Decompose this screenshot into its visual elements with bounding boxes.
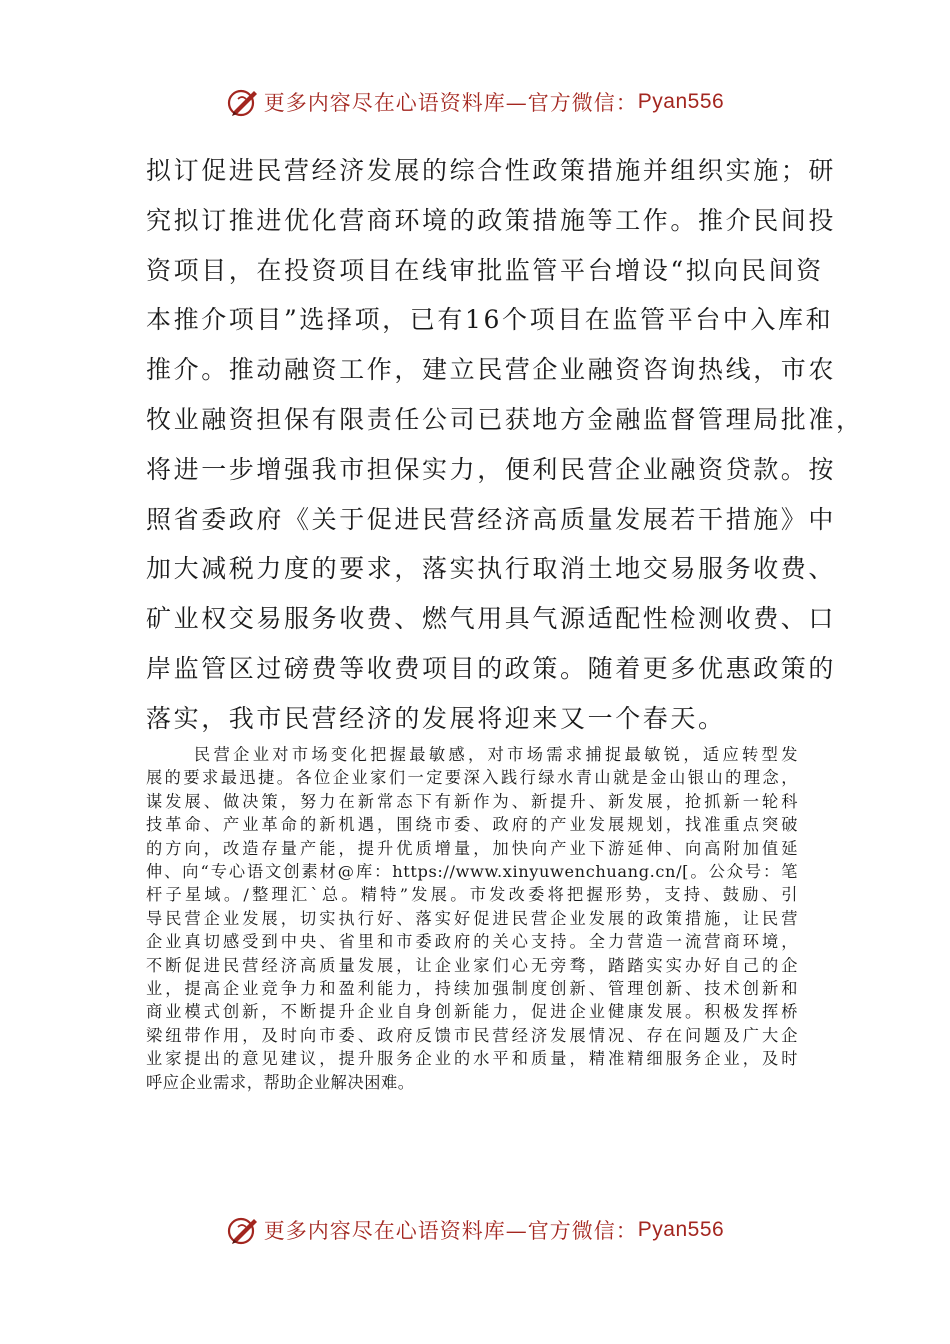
main-line: 牧业融资担保有限责任公司已获地方金融监督管理局批准， xyxy=(146,404,864,434)
header-banner xyxy=(0,82,950,122)
small-line: 梁纽带作用，及时向市委、政府反馈市民营经济发展情况、存在问题及广大企 xyxy=(146,1025,798,1045)
small-line: 的方向，改造存量产能，提升优质增量，加快向产业下游延伸、向高附加值延 xyxy=(146,838,798,858)
main-line: 本推介项目”选择项，已有16个项目在监管平台中入库和 xyxy=(146,305,834,335)
small-line: 杆子星域。/整理汇`总。精特”发展。市发改委将把握形势，支持、鼓励、引 xyxy=(146,885,798,905)
small-line: 商业模式创新，不断提升企业自身创新能力，促进企业健康发展。积极发挥桥 xyxy=(146,1002,798,1022)
small-line: 呼应企业需求，帮助企业解决困难。 xyxy=(146,1072,415,1092)
header-banner-wechat-id: Pyan556 xyxy=(637,90,725,113)
main-line: 岸监管区过磅费等收费项目的政策。随着更多优惠政策的 xyxy=(146,653,837,683)
footer-banner-text: 更多内容尽在心语资料库—官方微信： xyxy=(263,1219,638,1243)
main-line: 推介。推动融资工作，建立民营企业融资咨询热线，市农 xyxy=(146,355,837,385)
footer-banner-wechat-id: Pyan556 xyxy=(637,1218,725,1241)
pen-logo-icon xyxy=(226,1213,260,1247)
main-line: 矿业权交易服务收费、燃气用具气源适配性检测收费、口 xyxy=(146,604,837,634)
small-line: 业，提高企业竞争力和盈利能力，持续加强制度创新、管理创新、技术创新和 xyxy=(146,979,798,999)
pen-logo-icon xyxy=(226,85,260,119)
small-line: 不断促进民营经济高质量发展，让企业家们心无旁骛，踏踏实实办好自己的企 xyxy=(146,955,798,975)
main-line: 照省委政府《关于促进民营经济高质量发展若干措施》中 xyxy=(146,504,837,534)
secondary-paragraph xyxy=(146,743,806,1094)
footer-banner xyxy=(0,1210,950,1250)
main-line: 落实，我市民营经济的发展将迎来又一个春天。 xyxy=(146,703,726,733)
main-line: 究拟订推进优化营商环境的政策措施等工作。推介民间投 xyxy=(146,205,837,235)
header-banner-text: 更多内容尽在心语资料库—官方微信： xyxy=(263,91,638,115)
small-line: 谋发展、做决策，努力在新常态下有新作为、新提升、新发展，抢抓新一轮科 xyxy=(146,791,798,811)
small-line: 伸、向“专心语文创素材@库：https://www.xinyuwenchuang.cn/[。公众号：笔 xyxy=(146,862,798,882)
main-line: 将进一步增强我市担保实力，便利民营企业融资贷款。按 xyxy=(146,454,837,484)
small-line: 导民营企业发展，切实执行好、落实好促进民营企业发展的政策措施，让民营 xyxy=(146,908,798,928)
small-line: 展的要求最迅捷。各位企业家们一定要深入践行绿水青山就是金山银山的理念， xyxy=(146,768,798,788)
small-line: 技革命、产业革命的新机遇，围绕市委、政府的产业发展规划，找准重点突破 xyxy=(146,815,798,835)
small-line: 企业真切感受到中央、省里和市委政府的关心支持。全力营造一流营商环境， xyxy=(146,932,798,952)
main-paragraph xyxy=(146,146,864,744)
main-line: 加大减税力度的要求，落实执行取消土地交易服务收费、 xyxy=(146,554,837,584)
small-line: 业家提出的意见建议，提升服务企业的水平和质量，精准精细服务企业，及时 xyxy=(146,1049,798,1069)
small-line: 民营企业对市场变化把握最敏感，对市场需求捕捉最敏锐，适应转型发 xyxy=(194,745,798,764)
main-line: 资项目，在投资项目在线审批监管平台增设“拟向民间资 xyxy=(146,255,824,285)
main-line: 拟订促进民营经济发展的综合性政策措施并组织实施；研 xyxy=(146,156,837,185)
